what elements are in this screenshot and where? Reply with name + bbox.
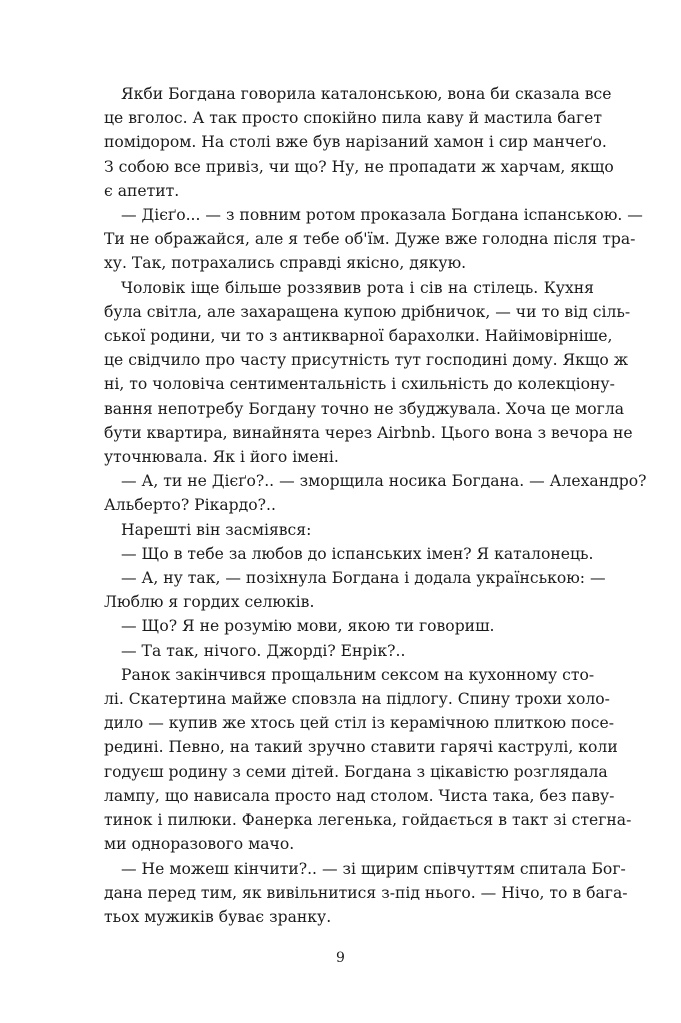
- paragraph: [104, 639, 594, 663]
- text-line: Чоловік іще більше роззявив рота і сів на стілець. Кухня: [121, 278, 594, 297]
- text-line: годуєш родину з семи дітей. Богдана з цікавістю розглядала: [104, 762, 608, 781]
- text-line: Альберто? Рікардо?..: [104, 496, 276, 515]
- text-line: дана перед тим, як вивільнитися з-під нього. — Нічо, то в багa-: [104, 883, 628, 902]
- text-line: — Та так, нічого. Джорді? Енрік?..: [121, 641, 406, 660]
- paragraph: [104, 203, 643, 276]
- text-line: це вголос. А так просто спокійно пила каву й мастила багет: [104, 109, 603, 128]
- text-line: ху. Так, потрахались справді якісно, дякую.: [104, 254, 467, 273]
- text-line: тинок і пилюки. Фанерка легенька, гойдається в такт зі стегна-: [104, 811, 632, 830]
- text-line: — А, ти не Дієґо?.. — зморщила носика Богдана. — Алехандро?: [121, 472, 647, 491]
- text-line: уточнювала. Як і його імені.: [104, 448, 339, 467]
- page-body: [104, 82, 647, 929]
- text-line: Ти не ображайся, але я тебе об'їм. Дуже вже голодна після тра-: [104, 230, 636, 249]
- text-line: Якби Богдана говорила каталонською, вона би сказала все: [121, 85, 612, 103]
- paragraph: [104, 276, 633, 470]
- text-line: — А, ну так, — позіхнула Богдана і додала українською: —: [121, 569, 606, 588]
- text-line: — Що в тебе за любов до іспанських імен? Я каталонець.: [121, 544, 594, 563]
- text-line: — Дієґо... — з повним ротом проказала Богдана іспанською. —: [121, 206, 643, 225]
- text-line: тьох мужиків буває зранку.: [104, 907, 332, 926]
- text-line: помідором. На столі вже був нарізаний хамон і сир манчеґо.: [104, 133, 607, 152]
- paragraph: [104, 542, 594, 566]
- text-line: ми одноразового мачо.: [104, 835, 295, 854]
- text-line: лампу, що нависала просто над столом. Чиста така, без паву-: [104, 786, 615, 805]
- text-line: ської родини, чи то з антикварної барахолки. Найімовірніше,: [104, 327, 613, 346]
- paragraph: [104, 566, 606, 614]
- text-line: вання непотребу Богдану точно не збуджувала. Хоча це могла: [104, 399, 625, 418]
- text-line: лі. Скатертина майже сповзла на підлогу. Спину трохи холо-: [104, 690, 610, 709]
- text-line: Нарешті він засміявся:: [121, 520, 312, 539]
- text-line: ні, то чоловіча сентиментальність і схильність до колекціону-: [104, 375, 615, 394]
- text-line: бути квартира, винайнята через Airbnb. Цього вона з вечора не: [104, 423, 633, 442]
- text-line: є апетит.: [104, 181, 180, 200]
- paragraph: [104, 663, 632, 857]
- paragraph: [104, 469, 647, 517]
- text-line: Ранок закінчився прощальним сексом на кухонному сто-: [121, 665, 595, 684]
- text-line: дило — купив же хтось цей стіл із керамічною плиткою посе-: [104, 714, 615, 733]
- page-number: 9: [336, 950, 345, 966]
- text-line: Люблю я гордих селюків.: [104, 593, 315, 612]
- text-line: — Не можеш кінчити?.. — зі щирим співчуттям спитала Бог-: [121, 859, 626, 878]
- text-line: З собою все привіз, чи що? Ну, не пропадати ж харчам, якщо: [104, 157, 614, 176]
- text-line: була світла, але захаращена купою дрібничок, — чи то від сіль-: [104, 302, 631, 321]
- text-line: редині. Певно, на такий зручно ставити гарячі каструлі, коли: [104, 738, 618, 757]
- text-line: — Що? Я не розумію мови, якою ти говориш.: [121, 617, 495, 636]
- paragraph: [104, 857, 628, 930]
- paragraph: [104, 82, 614, 203]
- paragraph: [104, 518, 594, 542]
- text-line: це свідчило про часту присутність тут господині дому. Якщо ж: [104, 351, 629, 370]
- paragraph: [104, 614, 594, 638]
